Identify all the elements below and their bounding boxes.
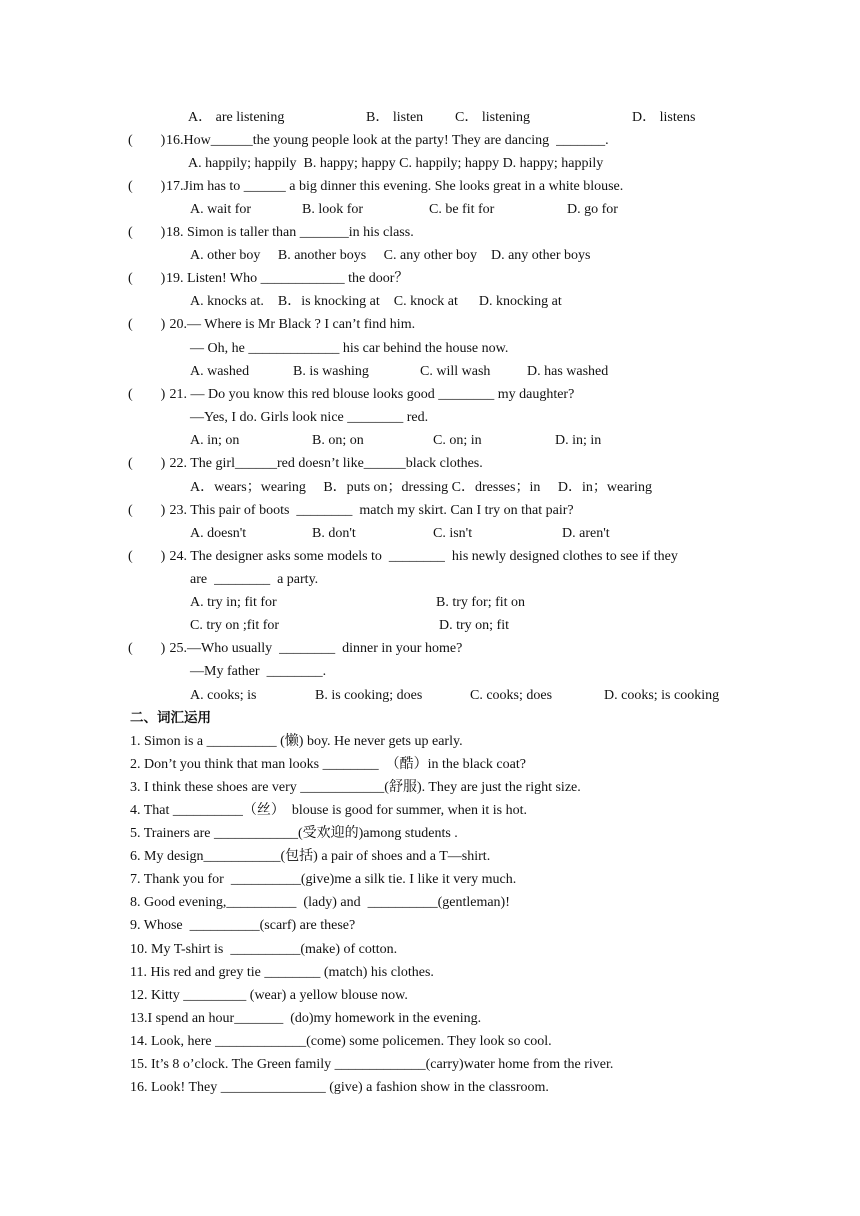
vocab-item: 15. It’s 8 o’clock. The Green family _____________(carry)water home from the river. bbox=[130, 1057, 614, 1072]
q21-option-b: B. on; on bbox=[312, 433, 364, 448]
q16-answer-paren: ( ) bbox=[128, 133, 166, 148]
vocab-item: 13.I spend an hour_______ (do)my homework in the evening. bbox=[130, 1011, 482, 1026]
q20-option-a: A. washed bbox=[190, 364, 250, 379]
q24-option-d: D. try on; fit bbox=[439, 618, 509, 633]
q24-option-b: B. try for; fit on bbox=[436, 595, 526, 610]
q22-answer-paren: ( ) bbox=[128, 456, 166, 471]
q15-option-c: C． listening bbox=[455, 110, 531, 125]
q16-stem: 16.How______the young people look at the party! They are dancing _______. bbox=[166, 133, 609, 148]
vocab-item: 9. Whose __________(scarf) are these? bbox=[130, 918, 356, 933]
q18-stem: 18. Simon is taller than _______in his class. bbox=[166, 225, 414, 240]
q21-option-a: A. in; on bbox=[190, 433, 240, 448]
vocab-item: 6. My design___________(包括) a pair of shoes and a T—shirt. bbox=[130, 849, 491, 864]
q18-options: A. other boy B. another boys C. any other boy D. any other boys bbox=[190, 248, 591, 263]
q21-option-c: C. on; in bbox=[433, 433, 482, 448]
q15-option-a: A． are listening bbox=[188, 110, 285, 125]
vocab-item: 7. Thank you for __________(give)me a silk tie. I like it very much. bbox=[130, 872, 517, 887]
q25-option-c: C. cooks; does bbox=[470, 688, 553, 703]
q22-stem: 22. The girl______red doesn’t like______black clothes. bbox=[166, 456, 483, 471]
q23-stem: 23. This pair of boots ________ match my skirt. Can I try on that pair? bbox=[166, 503, 574, 518]
q24-answer-paren: ( ) bbox=[128, 549, 166, 564]
q22-options: A．wears；wearing B．puts on；dressing C．dresses；in D．in；wearing bbox=[190, 480, 652, 495]
vocab-item: 10. My T-shirt is __________(make) of cotton. bbox=[130, 942, 398, 957]
q23-option-d: D. aren't bbox=[562, 526, 610, 541]
q25-option-a: A. cooks; is bbox=[190, 688, 257, 703]
q23-option-c: C. isn't bbox=[433, 526, 473, 541]
q24-option-c: C. try on ;fit for bbox=[190, 618, 280, 633]
q23-option-a: A. doesn't bbox=[190, 526, 247, 541]
q18-answer-paren: ( ) bbox=[128, 225, 166, 240]
vocab-item: 5. Trainers are ____________(受欢迎的)among students . bbox=[130, 826, 458, 841]
q24-stem: 24. The designer asks some models to ________ his newly designed clothes to see if they bbox=[166, 549, 678, 564]
q23-answer-paren: ( ) bbox=[128, 503, 166, 518]
q21-answer-paren: ( ) bbox=[128, 387, 166, 402]
q15-option-b: B． listen bbox=[366, 110, 424, 125]
vocab-item: 8. Good evening,__________ (lady) and __________(gentleman)! bbox=[130, 895, 510, 910]
q19-stem: 19. Listen! Who ____________ the door？ bbox=[166, 271, 409, 286]
q17-option-c: C. be fit for bbox=[429, 202, 495, 217]
q25-stem: 25.—Who usually ________ dinner in your home? bbox=[166, 641, 463, 656]
q17-stem: 17.Jim has to ______ a big dinner this evening. She looks great in a white blouse. bbox=[166, 179, 624, 194]
q17-answer-paren: ( ) bbox=[128, 179, 166, 194]
q21-option-d: D. in; in bbox=[555, 433, 602, 448]
vocab-item: 1. Simon is a __________ (懒) boy. He never gets up early. bbox=[130, 734, 463, 749]
q15-option-d: D． listens bbox=[632, 110, 696, 125]
q20-stem: 20.— Where is Mr Black ? I can’t find him. bbox=[166, 317, 416, 332]
q24-option-a: A. try in; fit for bbox=[190, 595, 277, 610]
q20-option-b: B. is washing bbox=[293, 364, 369, 379]
q21-stem: 21. — Do you know this red blouse looks good ________ my daughter? bbox=[166, 387, 575, 402]
vocab-item: 12. Kitty _________ (wear) a yellow blouse now. bbox=[130, 988, 408, 1003]
q20-option-d: D. has washed bbox=[527, 364, 609, 379]
q19-options: A. knocks at. B．is knocking at C. knock at D. knocking at bbox=[190, 294, 562, 309]
vocab-item: 14. Look, here _____________(come) some policemen. They look so cool. bbox=[130, 1034, 552, 1049]
vocab-item: 11. His red and grey tie ________ (match) his clothes. bbox=[130, 965, 434, 980]
q21-reply: —Yes, I do. Girls look nice ________ red. bbox=[190, 410, 429, 425]
q19-answer-paren: ( ) bbox=[128, 271, 166, 286]
q25-answer-paren: ( ) bbox=[128, 641, 166, 656]
q24-stem-continued: are ________ a party. bbox=[190, 572, 319, 587]
q16-options: A. happily; happily B. happy; happy C. happily; happy D. happy; happily bbox=[188, 156, 604, 171]
q20-reply: — Oh, he _____________ his car behind the house now. bbox=[190, 341, 509, 356]
q25-reply: —My father ________. bbox=[190, 664, 327, 679]
vocab-item: 4. That __________（丝） blouse is good for summer, when it is hot. bbox=[130, 803, 527, 818]
vocab-item: 2. Don’t you think that man looks ________ （酷）in the black coat? bbox=[130, 757, 526, 772]
q20-answer-paren: ( ) bbox=[128, 317, 166, 332]
vocab-item: 16. Look! They _______________ (give) a fashion show in the classroom. bbox=[130, 1080, 549, 1095]
q17-option-a: A. wait for bbox=[190, 202, 252, 217]
section-2-heading: 二、词汇运用 bbox=[130, 710, 211, 726]
q25-option-b: B. is cooking; does bbox=[315, 688, 423, 703]
q25-option-d: D. cooks; is cooking bbox=[604, 688, 720, 703]
q17-option-b: B. look for bbox=[302, 202, 364, 217]
q17-option-d: D. go for bbox=[567, 202, 618, 217]
q20-option-c: C. will wash bbox=[420, 364, 491, 379]
vocab-item: 3. I think these shoes are very ____________(舒服). They are just the right size. bbox=[130, 780, 581, 795]
q23-option-b: B. don't bbox=[312, 526, 356, 541]
